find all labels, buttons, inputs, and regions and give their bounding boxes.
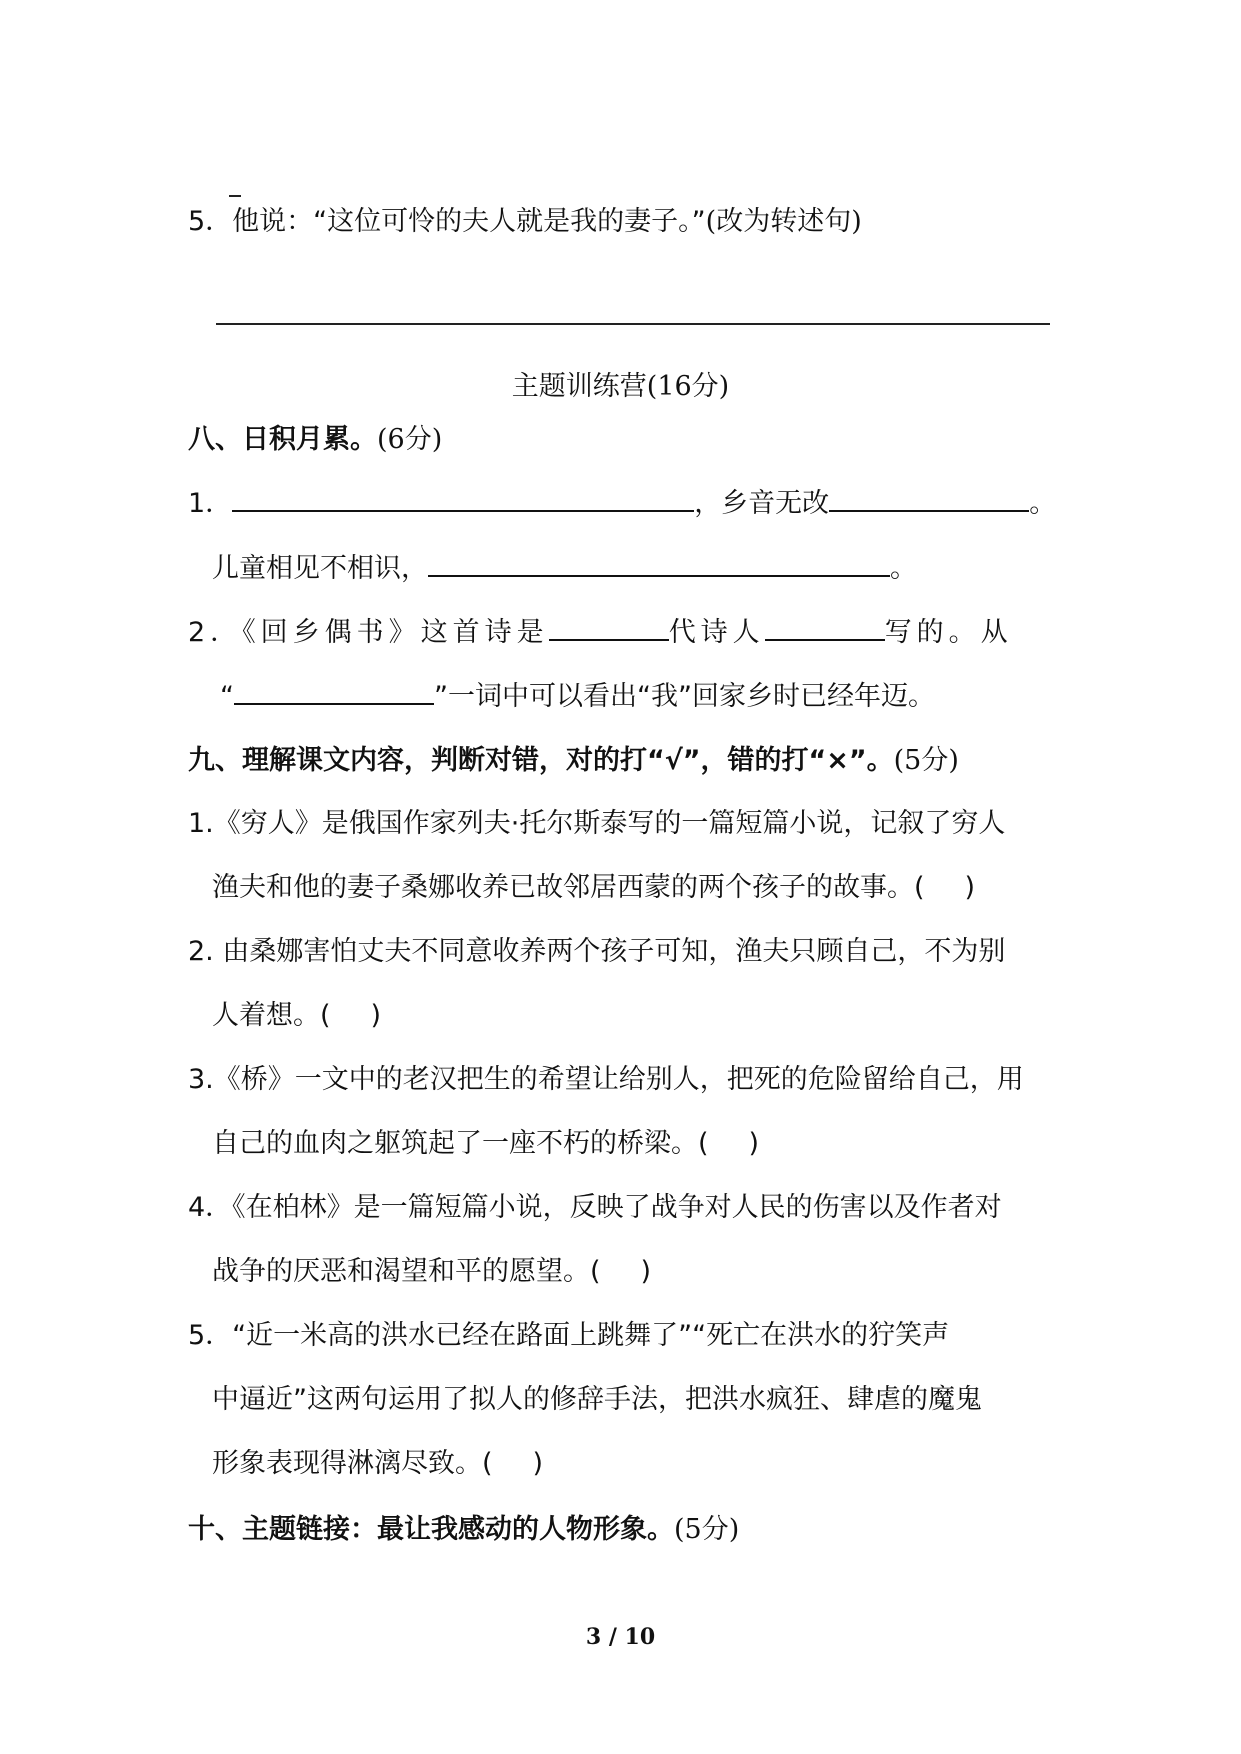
- item-text: ”一词中可以看出“我”回家乡时已经年迈。: [434, 681, 935, 712]
- item-text: 人着想。: [212, 1000, 320, 1031]
- item-text: 3.《桥》一文中的老汉把生的希望让给别人，把死的危险留给自己，用: [188, 1064, 1024, 1095]
- section-9-item-2-line-2: [212, 998, 381, 1034]
- fill-blank-2b[interactable]: [765, 615, 885, 641]
- section-9-item-5-line-3: [212, 1446, 543, 1482]
- answer-paren[interactable]: ( ): [914, 872, 976, 903]
- answer-line[interactable]: [216, 323, 1050, 325]
- item-text: 自己的血肉之躯筑起了一座不朽的桥梁。: [212, 1128, 698, 1159]
- item-text: 5．“近一米高的洪水已经在路面上跳舞了”“死亡在洪水的狞笑声: [188, 1320, 950, 1351]
- section-9-item-3-line-2: [212, 1126, 759, 1162]
- item-text: 儿童相见不相识，: [212, 553, 428, 584]
- section-10-score: (5分): [674, 1514, 740, 1545]
- item-number: 2．: [188, 617, 243, 648]
- answer-paren[interactable]: ( ): [590, 1256, 652, 1287]
- question-7-5-text: 5．他说：“这位可怜的夫人就是我的妻子。”: [188, 206, 706, 237]
- item-text: 1.《穷人》是俄国作家列夫·托尔斯泰写的一篇短篇小说，记叙了穷人: [188, 808, 1006, 839]
- item-number: 1．: [188, 488, 233, 519]
- item-punct: 。: [1029, 488, 1057, 519]
- fill-blank-1b[interactable]: [829, 486, 1029, 512]
- section-9-item-3: [188, 1062, 1024, 1098]
- section-8-score: (6分): [377, 424, 443, 455]
- section-9-item-5-line-2: [212, 1382, 982, 1418]
- answer-paren[interactable]: ( ): [320, 1000, 382, 1031]
- item-text: 中逼近”这两句运用了拟人的修辞手法，把洪水疯狂、肆虐的魔鬼: [212, 1384, 982, 1415]
- section-10-title: 十、主题链接：最让我感动的人物形象。: [188, 1514, 674, 1545]
- item-text: 形象表现得淋漓尽致。: [212, 1448, 482, 1479]
- section-9-score: (5分): [893, 745, 959, 776]
- section-9-item-1-line-2: [212, 870, 975, 906]
- item-text: ，乡音无改: [694, 488, 830, 519]
- item-text: 2. 由桑娜害怕丈夫不同意收养两个孩子可知，渔夫只顾自己，不为别: [188, 936, 1006, 967]
- section-title: 主题训练营(16分): [511, 371, 730, 402]
- question-7-5-instruction: (改为转述句): [705, 206, 862, 237]
- item-text: 《回乡偶书》这首诗是: [242, 617, 549, 648]
- section-9-item-5: [188, 1318, 949, 1354]
- section-8-heading: [188, 422, 442, 458]
- section-8-item-1: [188, 486, 1056, 522]
- item-text: 渔夫和他的妻子桑娜收养已故邻居西蒙的两个孩子的故事。: [212, 872, 914, 903]
- section-8-item-2-line-2: [220, 679, 935, 715]
- section-9-item-4-line-2: [212, 1254, 651, 1290]
- answer-paren[interactable]: ( ): [482, 1448, 544, 1479]
- fill-blank-2a[interactable]: [549, 615, 669, 641]
- section-9-item-1: [188, 806, 1005, 842]
- open-quote: “: [220, 681, 234, 712]
- section-9-item-2: [188, 934, 1005, 970]
- answer-paren[interactable]: ( ): [698, 1128, 760, 1159]
- item-text: 4．《在柏林》是一篇短篇小说，反映了战争对人民的伤害以及作者对: [188, 1192, 1002, 1223]
- question-7-5: [188, 204, 862, 240]
- section-9-title: 九、理解课文内容，判断对错，对的打“√”，错的打“×”。: [188, 745, 894, 776]
- section-8-item-1-line-2: [212, 551, 917, 587]
- section-8-item-2: [188, 615, 1013, 651]
- section-9-heading: [188, 743, 959, 779]
- fill-blank-2c[interactable]: [234, 679, 434, 705]
- fill-blank-1a[interactable]: [232, 486, 694, 512]
- item-punct: 。: [890, 553, 917, 584]
- section-9-item-4: [188, 1190, 1002, 1226]
- item-text: 写的。从: [884, 617, 1013, 648]
- fill-blank-1c[interactable]: [428, 551, 890, 577]
- item-text: 战争的厌恶和渴望和平的愿望。: [212, 1256, 590, 1287]
- section-8-title: 八、日积月累。: [188, 424, 377, 455]
- item-text: 代诗人: [668, 617, 765, 648]
- section-10-heading: [188, 1512, 739, 1548]
- page-number: 3 / 10: [585, 1624, 656, 1650]
- stray-dash-mark: [229, 195, 241, 197]
